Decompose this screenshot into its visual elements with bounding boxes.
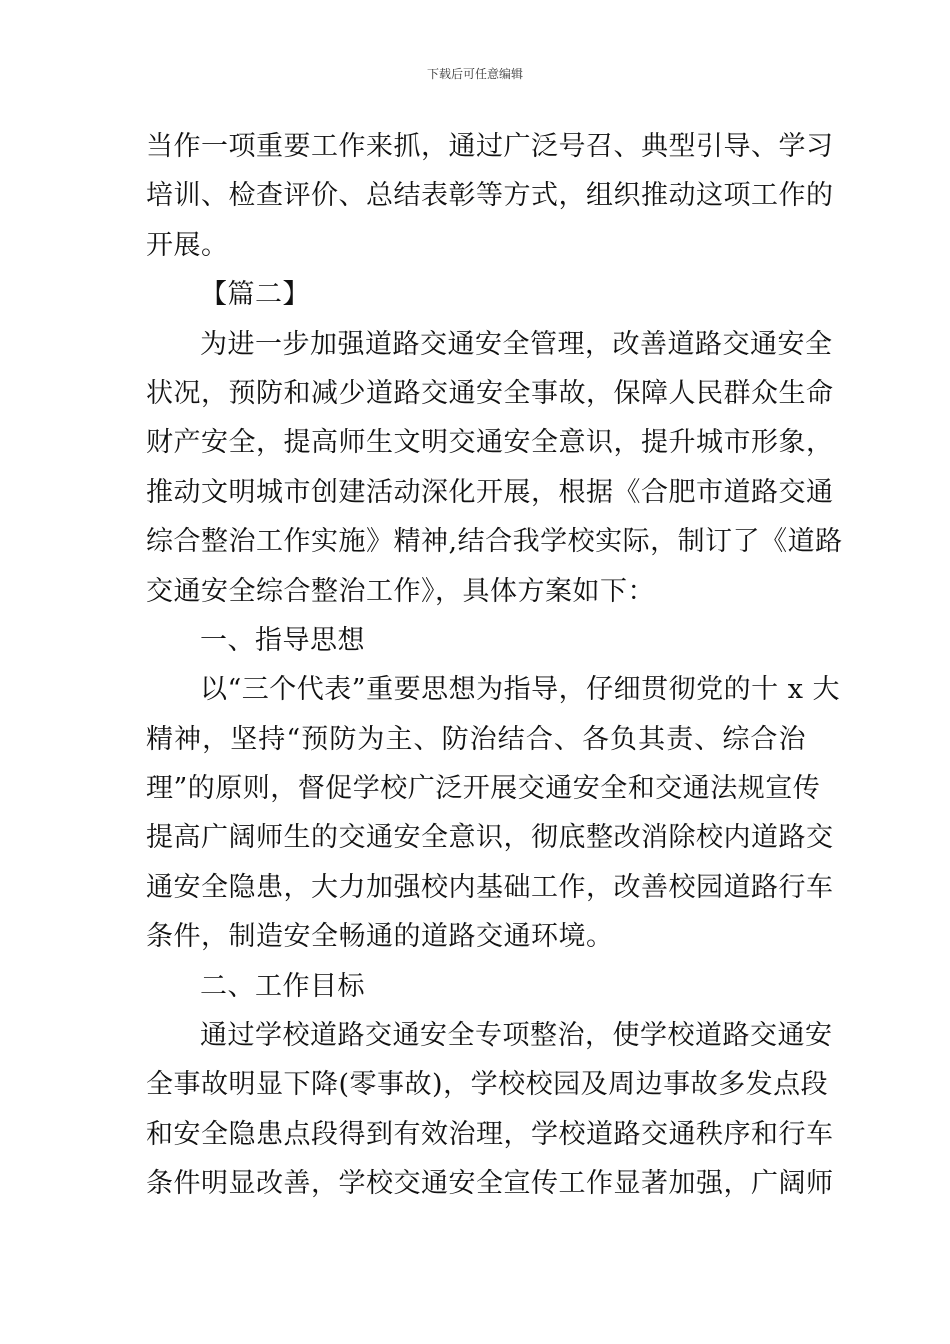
text-line: 通安全隐患，大力加强校内基础工作，改善校园道路行车 [146, 871, 834, 903]
text-line: 全事故明显下降(零事故)，学校校园及周边事故多发点段 [146, 1069, 829, 1101]
text-line: 条件，制造安全畅通的道路交通环境。 [146, 921, 614, 953]
subsection-heading: 一、指导思想 [200, 624, 365, 656]
page-header: 下载后可任意编辑 [426, 67, 523, 81]
text-line: 培训、检查评价、总结表彰等方式，组织推动这项工作的 [146, 180, 834, 212]
text-line: 财产安全，提高师生文明交通安全意识，提升城市形象， [146, 427, 834, 459]
text-line: 理”的原则，督促学校广泛开展交通安全和交通法规宣传 [146, 773, 821, 805]
text-line: 条件明显改善，学校交通安全宣传工作显著加强，广阔师 [146, 1168, 834, 1200]
text-line: 开展。 [146, 229, 229, 261]
text-line: 推动文明城市创建活动深化开展，根据《合肥市道路交通 [146, 476, 834, 508]
text-line: 通过学校道路交通安全专项整治，使学校道路交通安 [200, 1020, 833, 1052]
text-line: 当作一项重要工作来抓，通过广泛号召、典型引导、学习 [146, 131, 834, 162]
section-heading: 【篇二】 [200, 279, 310, 311]
subsection-heading: 二、工作目标 [200, 970, 365, 1002]
text-line: 交通安全综合整治工作》，具体方案如下： [146, 575, 655, 607]
text-line: 状况，预防和减少道路交通安全事故，保障人民群众生命 [146, 377, 834, 409]
text-line: 综合整治工作实施》精神,结合我学校实际，制订了《道路 [146, 526, 843, 558]
text-line: 为进一步加强道路交通安全管理，改善道路交通安全 [200, 328, 833, 360]
text-line: 精神，坚持“预防为主、防治结合、各负其责、综合治 [146, 723, 806, 755]
text-line: 和安全隐患点段得到有效治理，学校道路交通秩序和行车 [146, 1118, 834, 1150]
document-body [146, 122, 843, 1209]
text-line: 提高广阔师生的交通安全意识，彻底整改消除校内道路交 [146, 822, 834, 854]
text-line: 以“三个代表”重要思想为指导，仔细贯彻党的十 x 大 [200, 674, 840, 706]
